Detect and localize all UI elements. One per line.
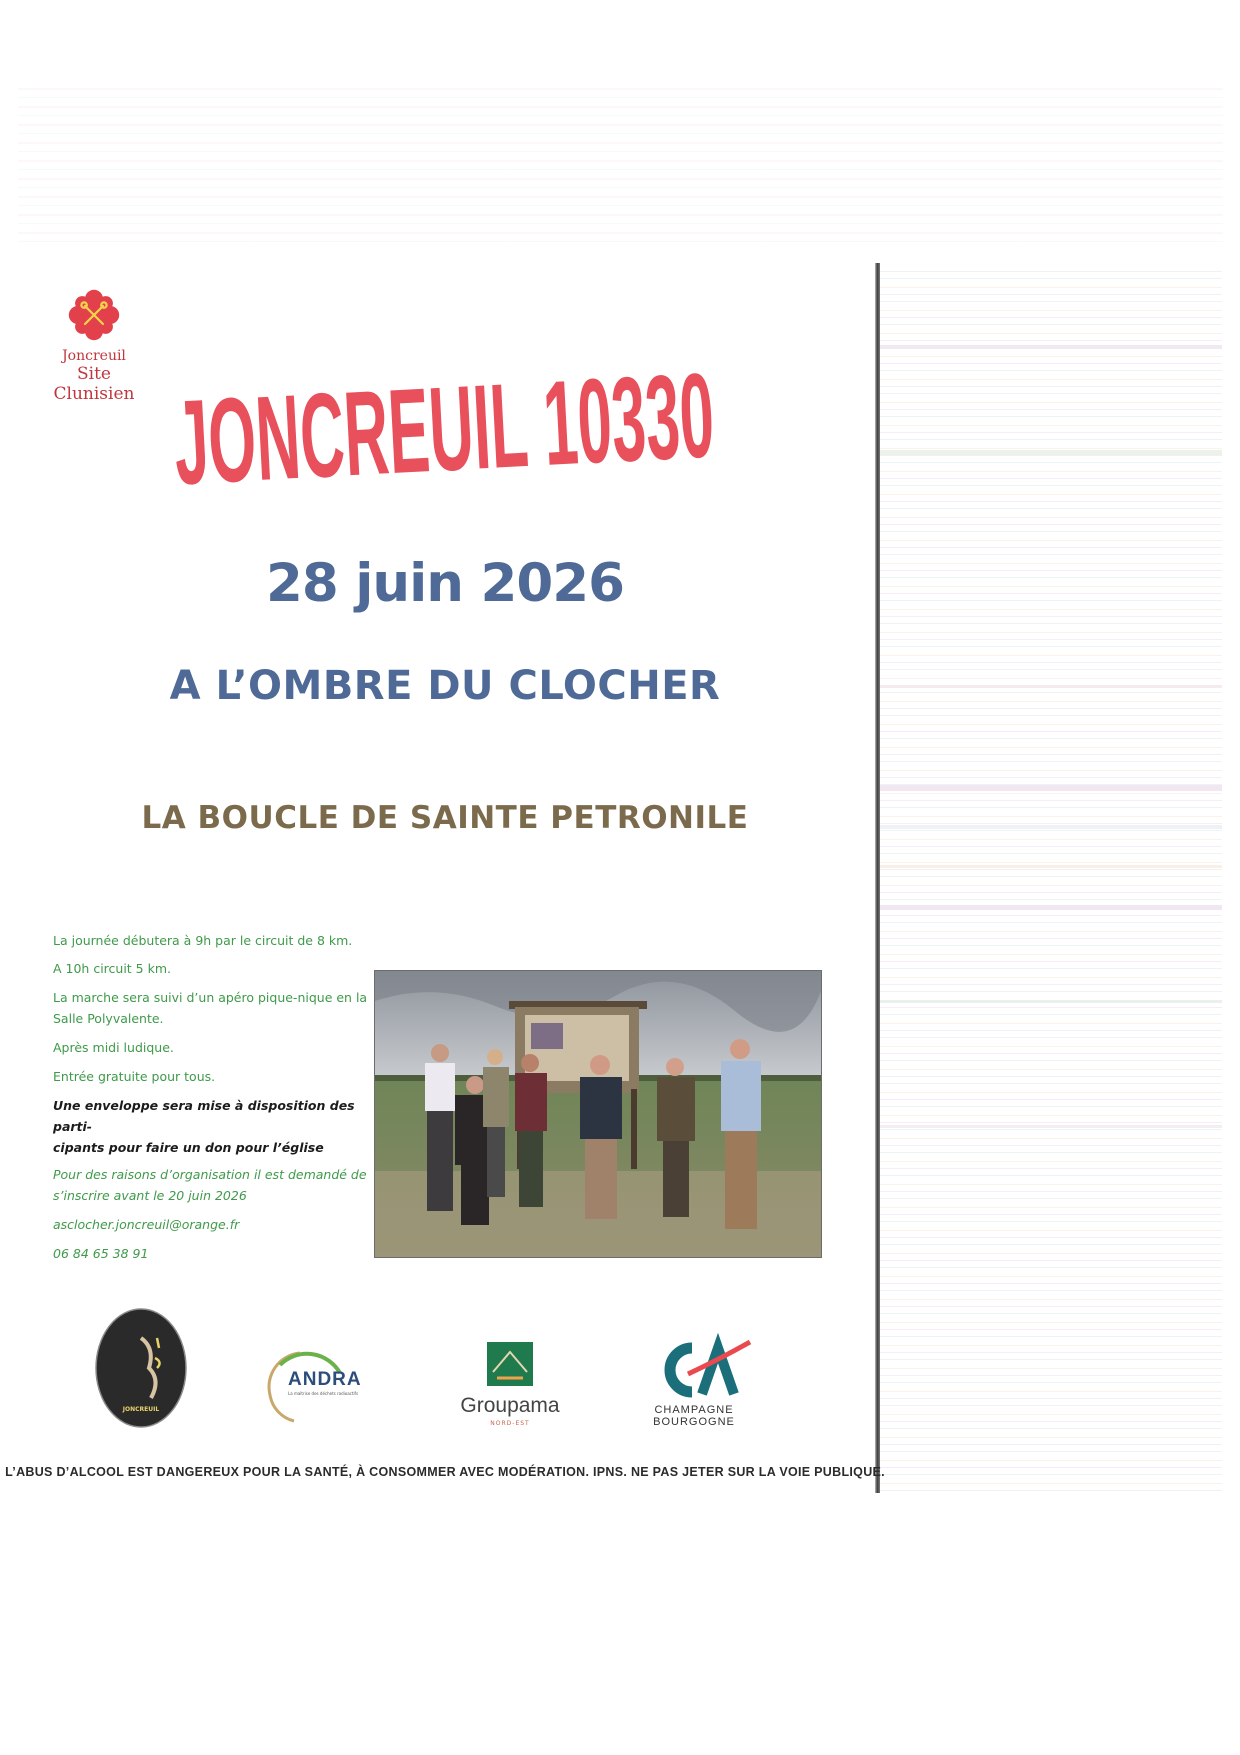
contact-email: asclocher.joncreuil@orange.fr <box>53 1217 240 1232</box>
ca-line2: BOURGOGNE <box>653 1416 735 1428</box>
info-line: La marche sera suivi d’un apéro pique-nique en la <box>53 990 368 1005</box>
andra-logo <box>262 1345 372 1425</box>
alcohol-warning: L’ABUS D’ALCOOL EST DANGEREUX POUR LA SANTÉ, À CONSOMMER AVEC MODÉRATION. IPNS. NE PAS JETER SUR LA VOIE PUBLIQUE. <box>5 1465 885 1479</box>
info-line: Une enveloppe sera mise à disposition des parti- <box>53 1098 355 1134</box>
andra-tagline: La maîtrise des déchets radioactifs <box>288 1391 359 1396</box>
event-info <box>53 930 373 1264</box>
groupama-label: Groupama <box>460 1394 560 1417</box>
scan-artifact-right <box>880 265 1222 1495</box>
groupama-region: NORD-EST <box>490 1420 530 1427</box>
info-line: s’inscrire avant le 20 juin 2026 <box>53 1188 247 1203</box>
info-line: La journée débutera à 9h par le circuit de 8 km. <box>53 933 353 948</box>
sponsor-logos <box>0 1300 880 1440</box>
event-loop-name: LA BOUCLE DE SAINTE PETRONILE <box>141 800 749 836</box>
joncreuil-site-clunisien-logo <box>38 288 150 404</box>
event-date: 28 juin 2026 <box>266 553 624 614</box>
info-line: Pour des raisons d’organisation il est demandé de <box>53 1167 367 1182</box>
info-line: Après midi ludique. <box>53 1040 174 1055</box>
groupama-logo <box>445 1342 575 1432</box>
logo-line2: Site Clunisien <box>53 364 135 404</box>
asc-logo-label: JONCREUIL <box>122 1406 160 1413</box>
scan-artifact-top <box>18 88 1223 248</box>
cluny-cross-icon <box>67 288 121 342</box>
ca-line1: CHAMPAGNE <box>654 1404 734 1416</box>
andra-label: ANDRA <box>288 1369 362 1390</box>
info-line: Salle Polyvalente. <box>53 1011 164 1026</box>
contact-phone: 06 84 65 38 91 <box>53 1246 149 1261</box>
credit-agricole-ca-icon <box>648 1340 758 1402</box>
group-photo-illustration <box>375 971 821 1257</box>
page-title-text: JONCREUIL 10330 <box>170 321 1235 511</box>
logo-line1: Joncreuil <box>62 348 126 364</box>
groupama-emblem-icon <box>487 1342 533 1386</box>
info-line: cipants pour faire un don pour l’église <box>53 1140 324 1155</box>
event-subtitle: A L’OMBRE DU CLOCHER <box>169 663 721 709</box>
page-title <box>168 310 1235 511</box>
asc-joncreuil-logo <box>95 1308 187 1428</box>
group-photo <box>374 970 822 1258</box>
info-line: Entrée gratuite pour tous. <box>53 1069 216 1084</box>
credit-agricole-logo <box>648 1340 758 1435</box>
info-line: A 10h circuit 5 km. <box>53 961 171 976</box>
